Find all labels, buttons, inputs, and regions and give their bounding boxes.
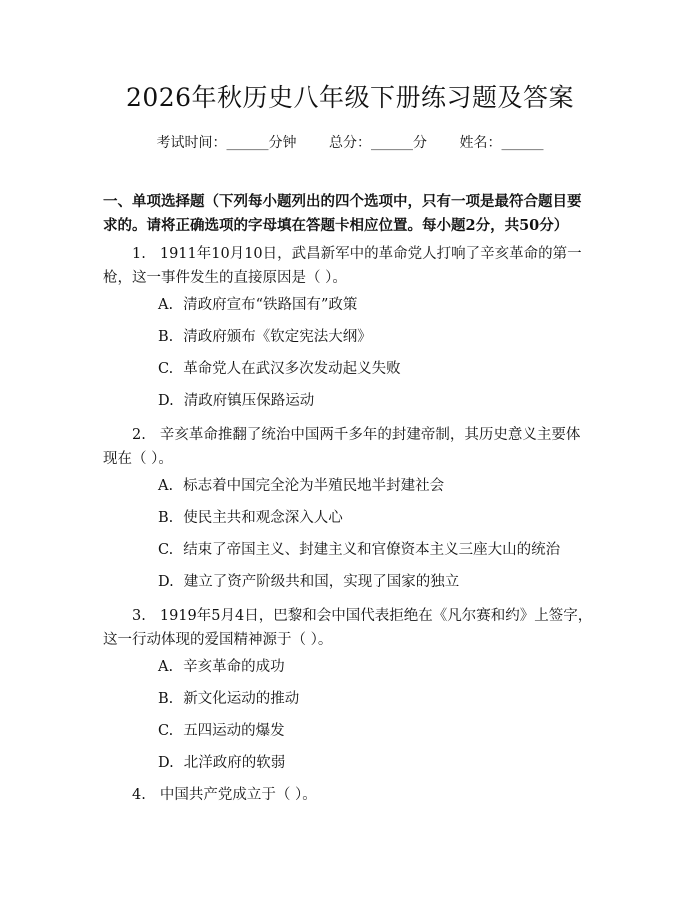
question-2-stem (103, 423, 593, 471)
option-letter: C. (158, 361, 174, 377)
total-score-field: 总分：______分 (329, 135, 427, 151)
question-3-stem (103, 604, 593, 652)
option-text: 结束了帝国主义、封建主义和官僚资本主义三座大山的统治 (183, 542, 561, 558)
section-heading: 一、单项选择题（下列每小题列出的四个选项中，只有一项是最符合题目要求的。请将正确选项的字母填在答题卡相应位置。每小题2分，共50分） (103, 193, 582, 234)
question-3-option-b (158, 689, 598, 709)
option-letter: A. (158, 478, 174, 494)
option-text: 辛亥革命的成功 (183, 659, 285, 675)
question-number: 2. (132, 427, 146, 443)
option-letter: B. (158, 510, 174, 526)
option-text: 标志着中国完全沦为半殖民地半封建社会 (183, 478, 445, 494)
question-1-option-d (158, 391, 598, 411)
question-2-option-b (158, 508, 598, 528)
option-text: 五四运动的爆发 (183, 723, 285, 739)
option-letter: D. (158, 755, 174, 771)
question-text: 中国共产党成立于（ ）。 (159, 787, 317, 803)
question-number: 1. (132, 246, 146, 262)
exam-time-field: 考试时间：______分钟 (156, 135, 297, 151)
student-name-field: 姓名：______ (459, 135, 544, 151)
question-2-option-a (158, 476, 598, 496)
question-1-stem (103, 242, 593, 290)
option-letter: A. (158, 297, 174, 313)
question-number: 4. (132, 787, 146, 803)
option-letter: B. (158, 329, 174, 345)
option-text: 新文化运动的推动 (183, 691, 300, 707)
question-3-option-c (158, 721, 598, 741)
question-text: 1911年10月10日，武昌新军中的革命党人打响了辛亥革命的第一枪，这一事件发生的直接原因是（ ）。 (103, 246, 582, 286)
question-2-option-c (158, 540, 598, 560)
option-letter: B. (158, 691, 174, 707)
question-1-option-b (158, 327, 598, 347)
question-3-option-a (158, 657, 598, 677)
question-1-option-a (158, 295, 598, 315)
exam-meta (0, 132, 700, 152)
option-text: 清政府宣布“铁路国有”政策 (183, 297, 358, 313)
option-text: 革命党人在武汉多次发动起义失败 (183, 361, 401, 377)
question-text: 1919年5月4日，巴黎和会中国代表拒绝在《凡尔赛和约》上签字，这一行动体现的爱国精神源于（ ）。 (103, 608, 593, 648)
option-text: 清政府镇压保路运动 (183, 393, 315, 409)
option-letter: D. (158, 574, 174, 590)
option-text: 清政府颁布《钦定宪法大纲》 (183, 329, 372, 345)
page-title: 2026年秋历史八年级下册练习题及答案 (125, 83, 575, 112)
option-letter: D. (158, 393, 174, 409)
option-letter: C. (158, 723, 174, 739)
question-text: 辛亥革命推翻了统治中国两千多年的封建帝制，其历史意义主要体现在（ ）。 (103, 427, 581, 467)
question-3-option-d (158, 753, 598, 773)
option-text: 北洋政府的软弱 (183, 755, 286, 771)
option-letter: A. (158, 659, 174, 675)
question-4-stem (103, 783, 593, 807)
option-text: 建立了资产阶级共和国，实现了国家的独立 (183, 574, 460, 590)
question-2-option-d (158, 572, 598, 592)
option-letter: C. (158, 542, 174, 558)
option-text: 使民主共和观念深入人心 (183, 510, 343, 526)
question-1-option-c (158, 359, 598, 379)
question-number: 3. (132, 608, 146, 624)
